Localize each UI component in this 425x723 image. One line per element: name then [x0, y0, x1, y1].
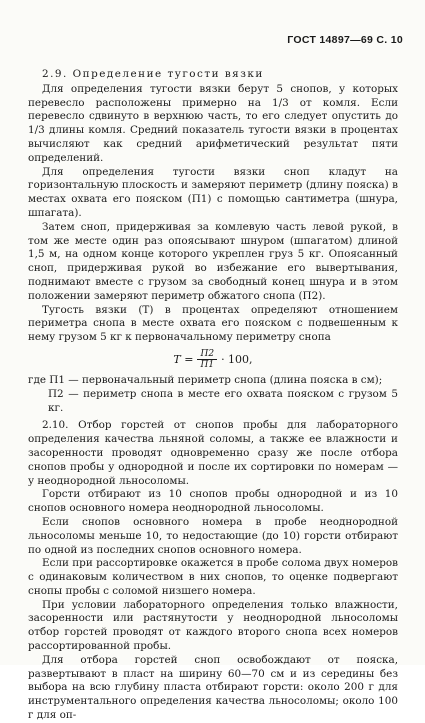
page-header: ГОСТ 14897—69 С. 10: [287, 34, 403, 46]
paragraph: Для определения тугости вязки сноп кладут на горизонтальную плоскость и замеряют периметр (длину пояска) в местах охвата его пояском (П1) с помощью сантиметра (шнура, шпагата).: [28, 165, 398, 219]
paragraph: Тугость вязки (Т) в процентах определяют отношением периметра снопа в месте охвата его пояском с подвешенным к нему грузом 5 кг к первоначальному периметру снопа: [28, 303, 398, 344]
paragraph: Горсти отбирают из 10 снопов пробы однородной и из 10 снопов основного номера неоднородной льносоломы.: [28, 488, 398, 515]
definition-p1: где П1 — первоначальный периметр снопа (длина пояска в см);: [28, 373, 383, 386]
paragraph: При условии лабораторного определения только влажности, засоренности или растянутости у неоднородной льносоломы отбор горстей проводят от каждого второго снопа всех номеров рассортированной пробы.: [28, 598, 398, 653]
paragraph: Для определения тугости вязки берут 5 снопов, у которых перевесло расположены примерно на 1/3 от комля. Если перевесло сдвинуто в верхнюю часть, то его следует опустить до 1/3 длины комля. Средний показатель тугости вязки в процентах вычисляют как средний арифметический результат пяти определений.: [28, 82, 398, 164]
section-title-2-9: 2.9. Определение тугости вязки: [42, 68, 264, 80]
paragraph: Если снопов основного номера в пробе неоднородной льносоломы меньше 10, то недостающие (до 10) горсти отбирают по одной из последних снопов основного номера.: [28, 515, 398, 556]
paragraph: Если при рассортировке окажется в пробе солома двух номеров с одинаковым количеством в них снопов, то оценке подвергают снопы пробы с соломой низшего номера.: [28, 557, 398, 597]
formula-denominator: П1: [200, 359, 215, 370]
definition-p2: П2 — периметр снопа в месте его охвата пояском с грузом 5 кг.: [48, 387, 398, 414]
document-body: [28, 68, 398, 723]
formula-tightness: [28, 349, 398, 370]
formula-fraction: [197, 349, 217, 370]
paragraph: Для отбора горстей сноп освобождают от пояска, развертывают в пласт на ширину 60—70 см и из середины без выбора на всю глубину пласта отбирают горсти: около 200 г для инструментального определения качества льносоломы; около 100 г для оп-: [28, 653, 398, 722]
paragraph: 2.10. Отбор горстей от снопов пробы для лабораторного определения качества льняной соломы, а также ее влажности и засоренности проводят одновременно сразу же после отбора снопов пробы у однородной и после их сортировки по номерам — у неоднородной льносоломы.: [28, 419, 398, 487]
formula-lhs: T =: [173, 352, 194, 366]
formula-tail: · 100,: [221, 352, 253, 366]
paragraph: Затем сноп, придерживая за комлевую часть левой рукой, в том же месте один раз опоясывают шнуром (шпагатом) длиной 1,5 м, на одном конце которого укреплен груз 5 кг. Опоясанный сноп, придерживая рукой во избежание его вывертывания, поднимают вместе с грузом за свободный конец шнура и в этом положении замеряют периметр обжатого снопа (П2).: [28, 220, 398, 302]
formula-numerator: П2: [197, 349, 217, 360]
